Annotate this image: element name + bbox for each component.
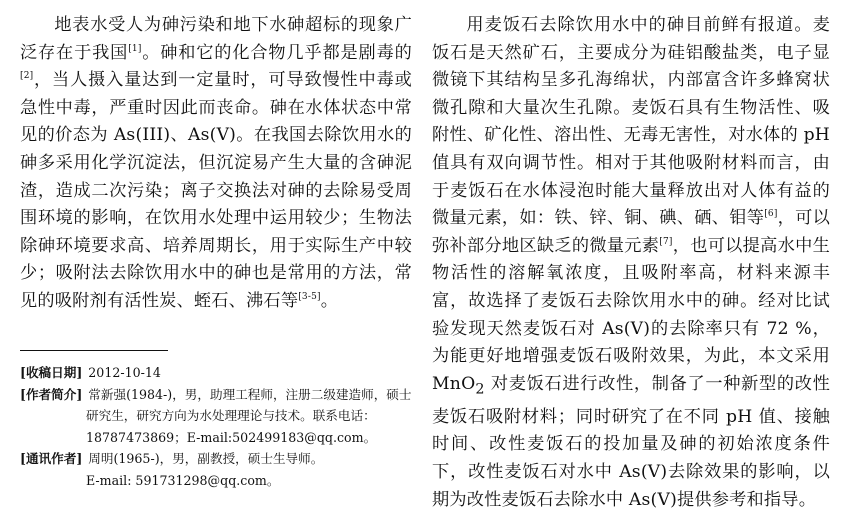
author-bio-continuation: 研究生，研究方向为水处理理论与技术。联系电话： (86, 408, 376, 424)
text-run: 地表水受人为砷污染和地下水砷超标的现象广泛存在于我国 (20, 15, 412, 63)
text-run: ，可以弥补部分地区缺乏的微量元素 (432, 208, 830, 256)
author-bio-label: [作者简介] (20, 386, 83, 402)
citation-ref: [3-5] (298, 291, 321, 302)
text-run: 对麦饭石进行改性，制备了一种新型的改性麦饭石吸附材料；同时研究了在不同 pH 值、接触时间、改性麦饭石的投加量及砷的初始浓度条件下，改性麦饭石对水中 As(V)去除效果的影响，以期为改性麦饭石去除水中 As(V)提供参考和指导。 (432, 373, 830, 510)
corresponding-author-email: E-mail: 591731298@qq.com。 (86, 472, 280, 488)
received-date-label: [收稿日期] (20, 365, 83, 380)
text-run: ，也可以提高水中生物活性的溶解氧浓度，且吸附率高，材料来源丰富，故选择了麦饭石去除饮用水中的砷。经对比试验发现天然麦饭石对 As(V)的去除率只有 72 %，为能更好地增强麦饭石吸附效果，为此，本文采用 MnO (432, 235, 830, 394)
citation-ref: [1] (128, 43, 142, 54)
text-run: 用麦饭石去除饮用水中的砷目前鲜有报道。麦饭石是天然矿石，主要成分为硅铝酸盐类，电子显微镜下其结构呈多孔海绵状，内部富含许多蜂窝状微孔隙和大量次生孔隙。麦饭石具有生物活性、吸附性、矿化性、溶出性、无毒无害性，对水体的 pH 值具有双向调节性。相对于其他吸附材料而言，由于麦饭石在水体浸泡时能大量释放出对人体有益的微量元素，如：铁、锌、铜、碘、硒、钼等 (432, 15, 830, 229)
received-date-note (20, 362, 412, 384)
corresponding-author-note (20, 448, 412, 470)
corresponding-author-label: [通讯作者] (20, 451, 83, 467)
intro-paragraph-right (432, 12, 830, 514)
author-bio-note (20, 384, 412, 406)
intro-paragraph-left (20, 12, 412, 316)
author-contact: 18787473869；E-mail:502499183@qq.com。 (86, 429, 377, 445)
corresponding-author-value: 周明(1965-)，男，副教授，硕士生导师。 (88, 451, 324, 467)
text-run: 。砷和它的化合物几乎都是剧毒的 (141, 42, 412, 63)
text-run: 。 (320, 290, 339, 311)
author-bio-value: 常新强(1984-)，男，助理工程师，注册二级建造师，硕士 (88, 386, 412, 402)
citation-ref: [2] (20, 71, 34, 82)
footnote-divider (20, 350, 168, 351)
right-column (432, 12, 830, 514)
subscript: 2 (475, 381, 485, 398)
left-column (20, 12, 412, 488)
citation-ref: [6] (764, 209, 778, 220)
footnotes (20, 362, 412, 492)
received-date-value: 2012-10-14 (88, 365, 161, 380)
citation-ref: [7] (659, 236, 673, 247)
text-run: ，当人摄入量达到一定量时，可导致慢性中毒或急性中毒，严重时因此而丧命。砷在水体状态中常见的价态为 As(III)、As(V)。在我国去除饮用水的砷多采用化学沉淀法，但沉淀易产生大量的含砷泥渣，造成二次污染；离子交换法对砷的去除易受周围环境的影响，在饮用水处理中运用较少；生物法除砷环境要求高、培养周期长，用于实际生产中较少；吸附法去除饮用水中的砷也是常用的方法，常见的吸附剂有活性炭、蛭石、沸石等 (20, 70, 412, 311)
